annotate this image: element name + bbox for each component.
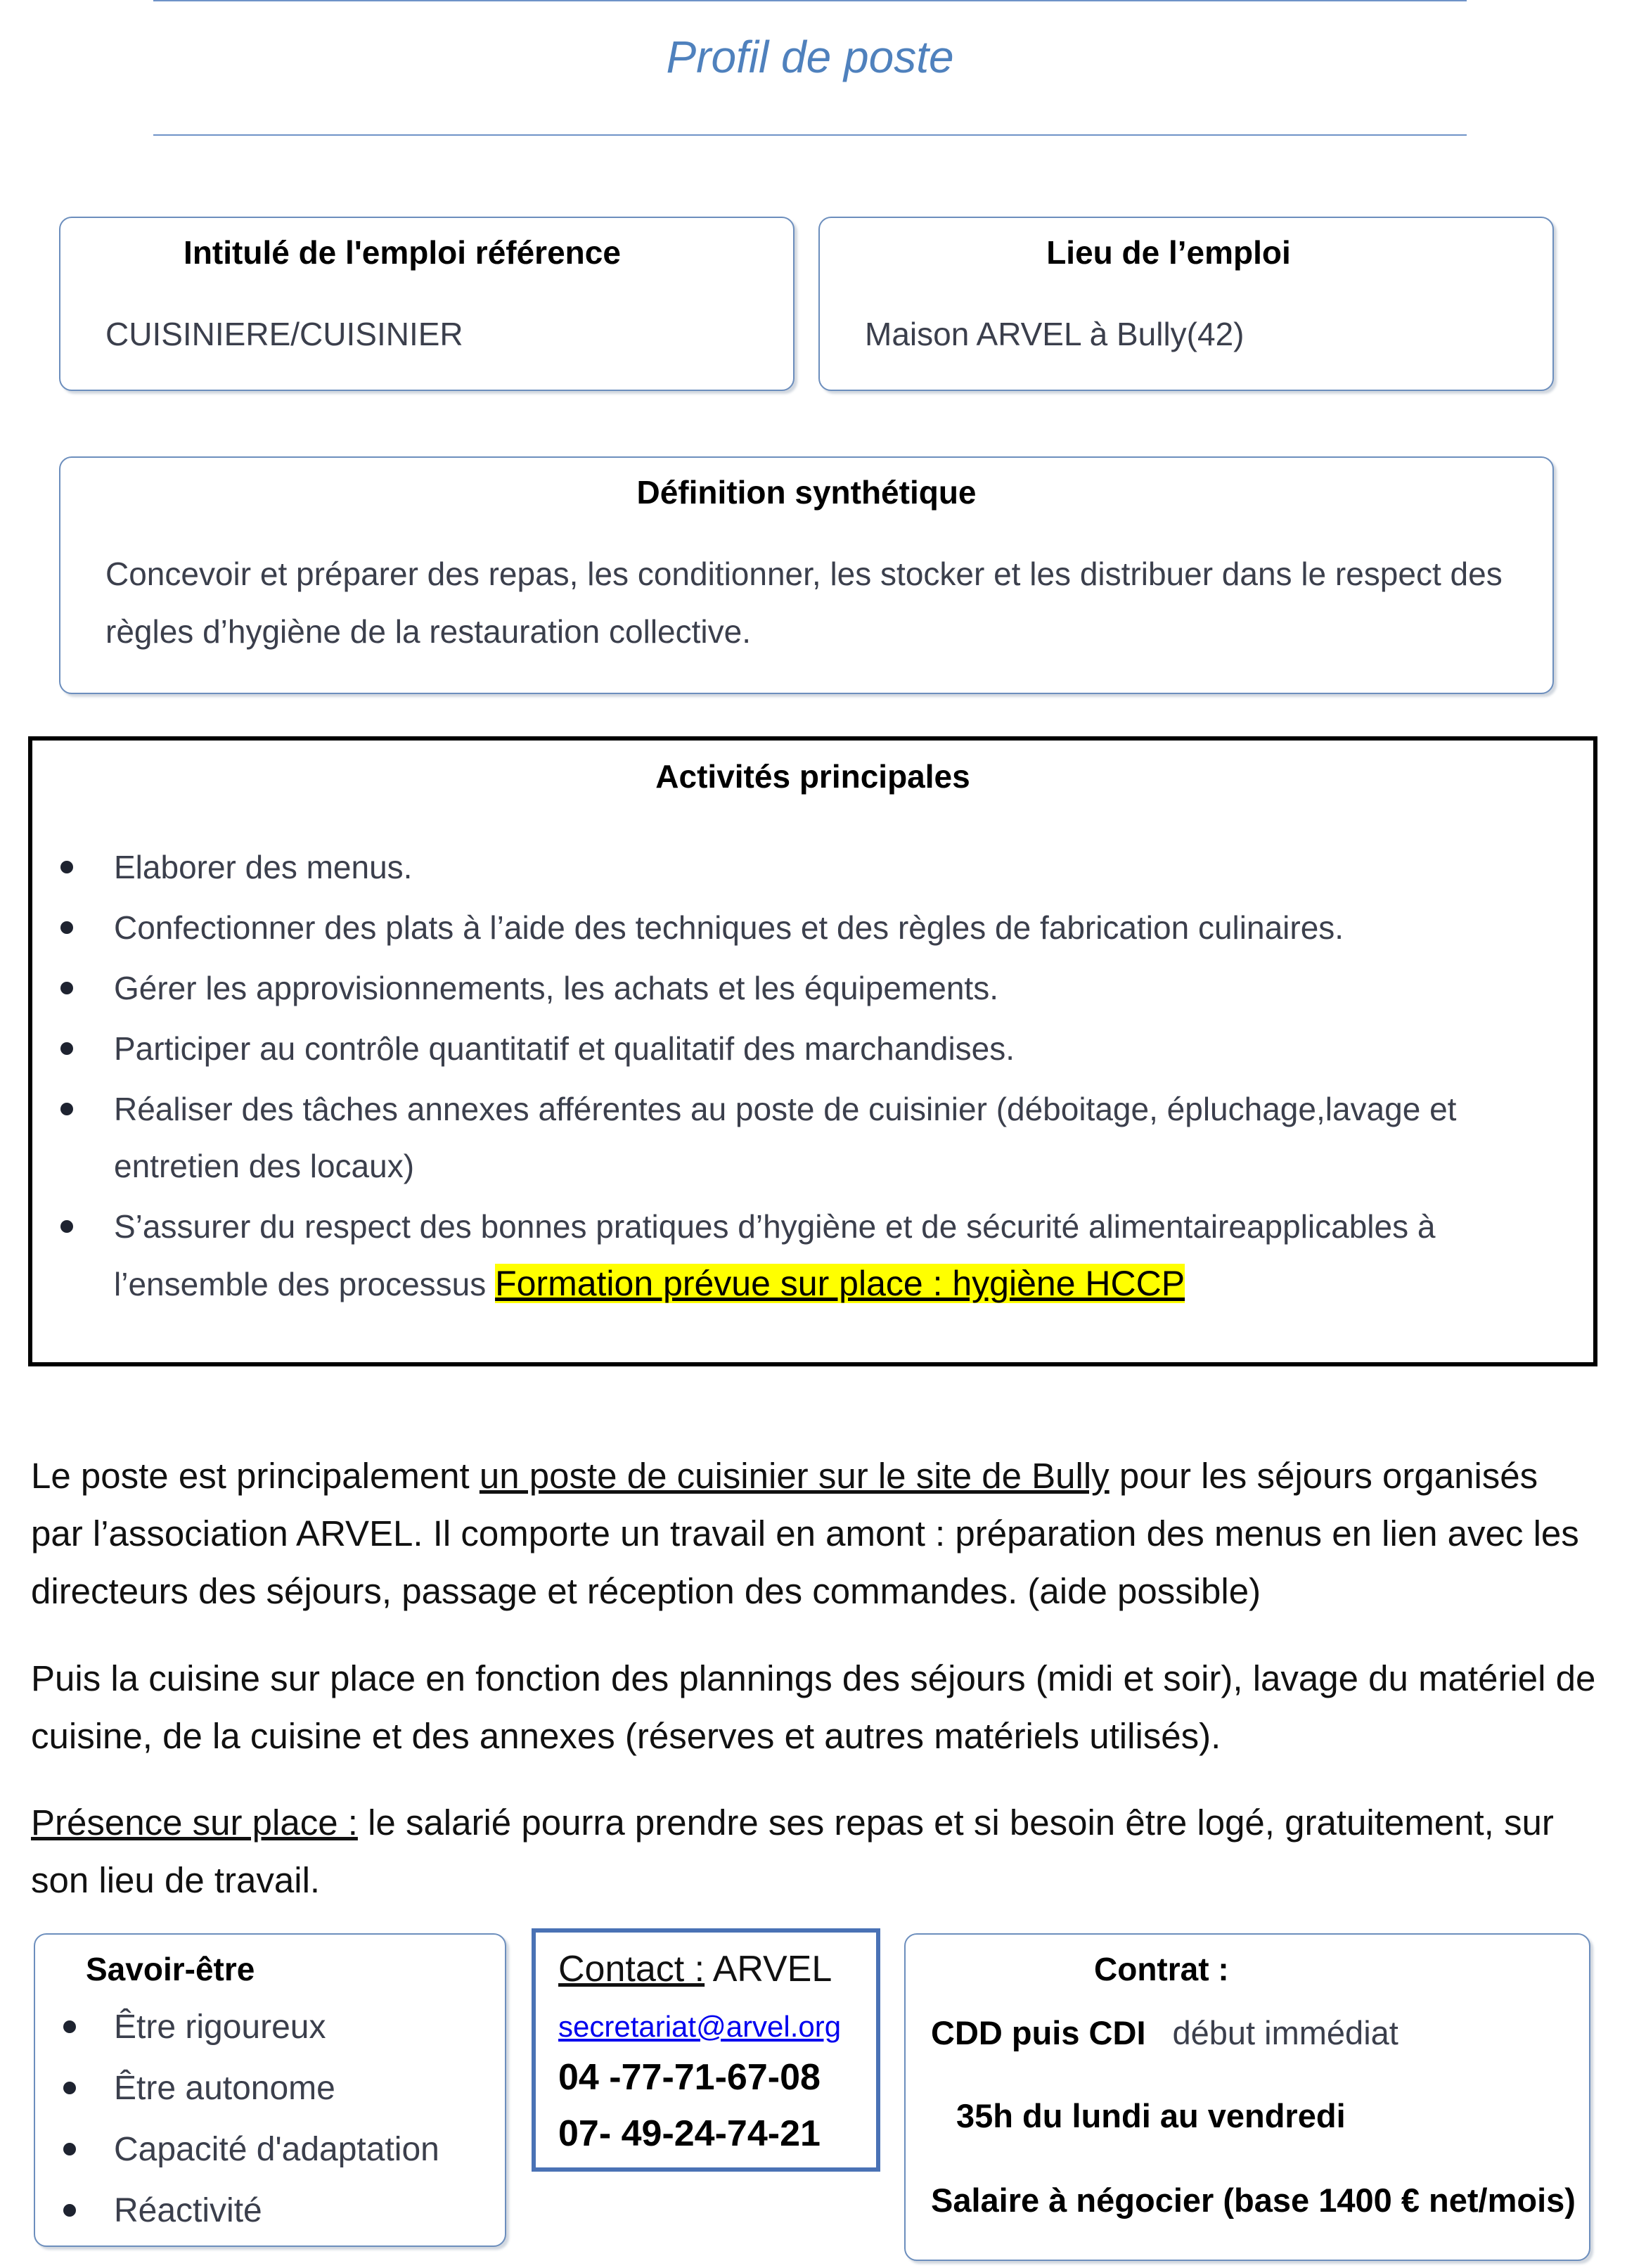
contact-line <box>558 1948 832 1990</box>
location-value: Maison ARVEL à Bully(42) <box>865 316 1245 352</box>
contact-name: ARVEL <box>705 1949 832 1990</box>
list-item: Réaliser des tâches annexes afférentes au poste de cuisinier (déboitage, épluchage,lavage et entretien des locaux) <box>32 1081 1593 1195</box>
bullet-icon <box>60 921 73 934</box>
contact-box <box>532 1928 880 2172</box>
list-item: Être autonome <box>35 2058 505 2119</box>
bullet-icon <box>63 2082 76 2094</box>
list-item: Participer au contrôle quantitatif et qualitatif des marchandises. <box>32 1020 1593 1077</box>
page-title: Profil de poste <box>666 32 954 82</box>
definition-heading: Définition synthétique <box>636 474 977 511</box>
contact-phone-2: 07- 49-24-74-21 <box>558 2113 821 2154</box>
contract-card <box>904 1933 1590 2261</box>
activities-heading: Activités principales <box>655 758 970 795</box>
contact-email-link[interactable]: secretariat@arvel.org <box>558 2010 842 2043</box>
bullet-icon <box>60 1103 73 1115</box>
activities-list <box>32 839 1593 1316</box>
job-title-heading: Intitulé de l'emploi référence <box>184 234 621 271</box>
bullet-icon <box>63 2143 76 2155</box>
list-item: Réactivité <box>35 2180 505 2241</box>
contract-hours: 35h du lundi au vendredi <box>956 2097 1346 2134</box>
contact-phone-1: 04 -77-71-67-08 <box>558 2057 821 2098</box>
contract-start: début immédiat <box>1172 2014 1398 2051</box>
bullet-icon <box>60 982 73 994</box>
list-item: S’assurer du respect des bonnes pratiques d’hygiène et de sécurité alimentaireapplicables à l’ensemble des processus Formation prévue sur place : hygiène HCCP <box>32 1198 1593 1313</box>
bullet-icon <box>63 2204 76 2217</box>
top-rule <box>153 0 1467 1</box>
bullet-icon <box>63 2020 76 2033</box>
job-title-value: CUISINIERE/CUISINIER <box>105 316 463 352</box>
contract-salary: Salaire à négocier (base 1400 € net/mois) <box>931 2181 1576 2219</box>
bottom-rule <box>153 134 1467 136</box>
definition-card <box>59 456 1554 694</box>
description-paragraph-2: Puis la cuisine sur place en fonction des plannings des séjours (midi et soir), lavage du matériel de cuisine, de la cuisine et des annexes (réserves et autres matériels utilisés). <box>31 1658 1596 1756</box>
soft-skills-list <box>35 1997 505 2241</box>
list-item: Être rigoureux <box>35 1997 505 2058</box>
bullet-icon <box>60 1220 73 1233</box>
soft-skills-heading: Savoir-être <box>86 1951 255 1987</box>
soft-skills-card <box>34 1933 506 2247</box>
training-highlight: Formation prévue sur place : hygiène HCCP <box>495 1264 1185 1303</box>
list-item: Gérer les approvisionnements, les achats et les équipements. <box>32 960 1593 1017</box>
list-item: Capacité d'adaptation <box>35 2119 505 2180</box>
list-item: Confectionner des plats à l’aide des techniques et des règles de fabrication culinaires. <box>32 899 1593 956</box>
job-title-card <box>59 217 795 391</box>
bullet-icon <box>60 1042 73 1055</box>
description-paragraph-1: Le poste est principalement un poste de cuisinier sur le site de Bully pour les séjours organisés par l’association ARVEL. Il comporte un travail en amont : préparation des menus en lien avec les directeurs des séjours, passage et réception des commandes. (aide possible) <box>31 1456 1579 1611</box>
contract-heading: Contrat : <box>1094 1951 1229 1987</box>
description-underlined-role: un poste de cuisinier sur le site de Bully <box>479 1456 1110 1496</box>
contact-label: Contact : <box>558 1949 705 1990</box>
presence-label: Présence sur place : <box>31 1802 358 1843</box>
activities-box <box>28 736 1597 1366</box>
contract-type-line <box>931 2013 1398 2052</box>
definition-text: Concevoir et préparer des repas, les conditionner, les stocker et les distribuer dans le respect des règles d’hygiène de la restauration collective. <box>105 556 1503 650</box>
list-item: Elaborer des menus. <box>32 839 1593 896</box>
location-heading: Lieu de l’emploi <box>1046 234 1291 271</box>
bullet-icon <box>60 861 73 873</box>
contract-type: CDD puis CDI <box>931 2014 1146 2051</box>
description-paragraph-3: Présence sur place : le salarié pourra prendre ses repas et si besoin être logé, gratuitement, sur son lieu de travail. <box>31 1802 1554 1900</box>
location-card <box>818 217 1554 391</box>
